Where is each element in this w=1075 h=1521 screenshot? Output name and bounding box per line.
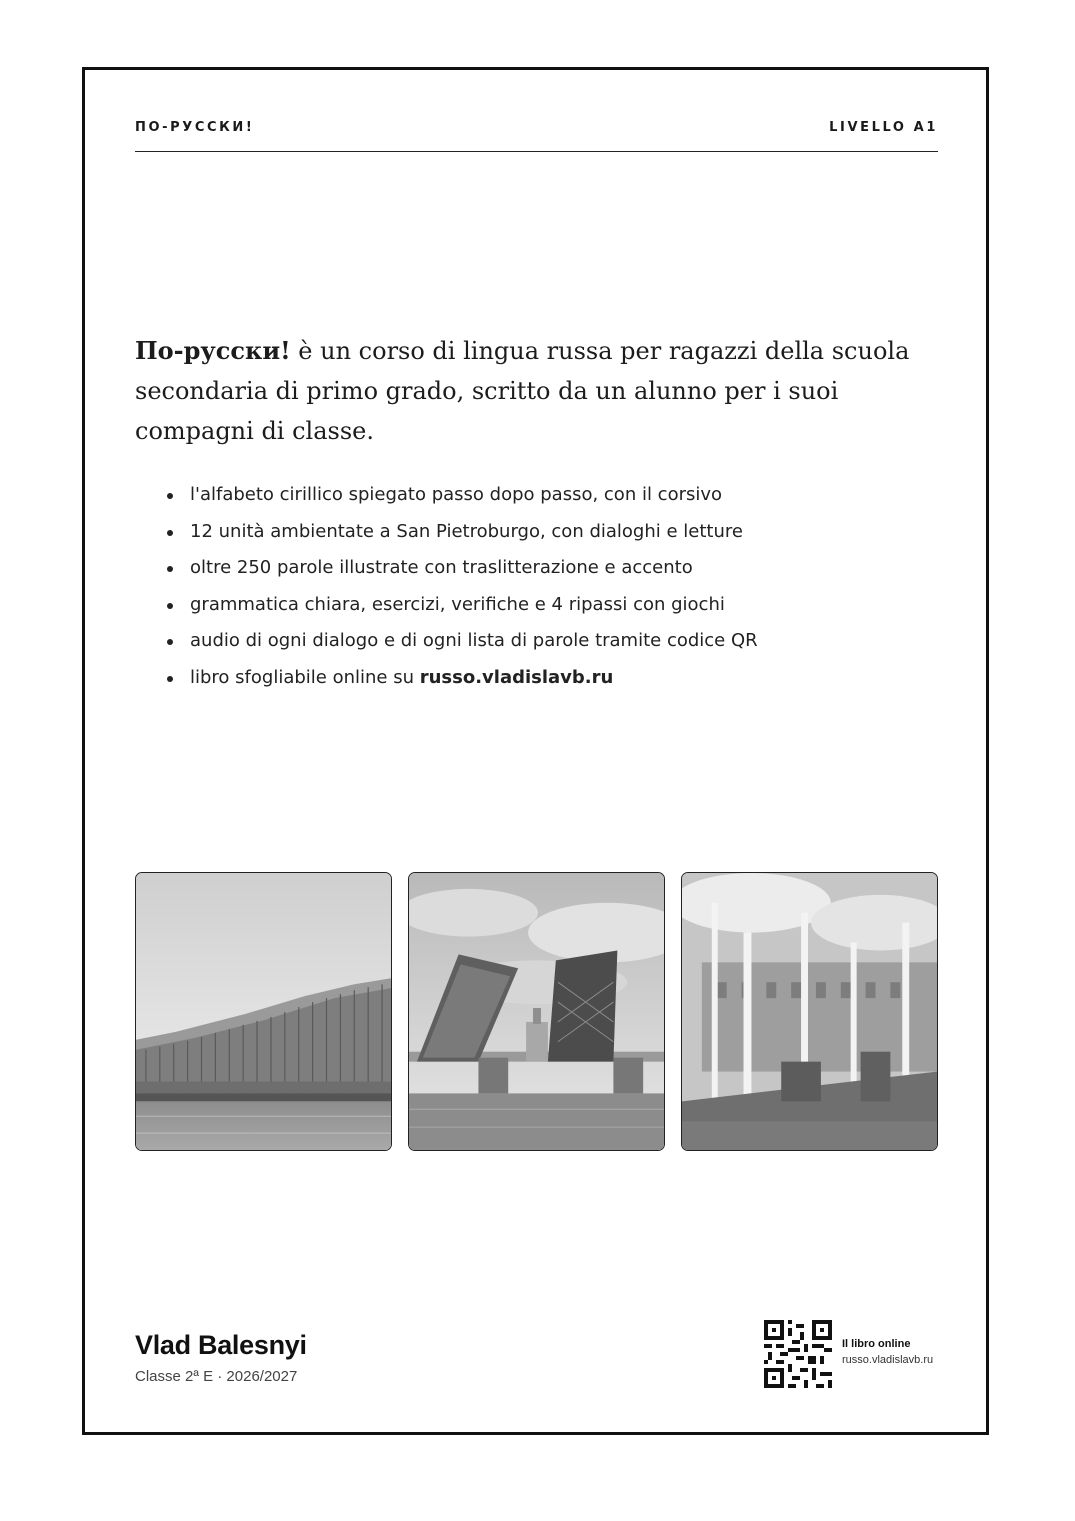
running-header [135, 118, 938, 152]
qr-caption-url: russo.vladislavb.ru [842, 1354, 934, 1366]
qr-code-icon[interactable] [764, 1320, 832, 1388]
feature-item-online [190, 660, 980, 697]
author-name: Vlad Balesnyi [135, 1330, 307, 1360]
winter-palace-image [136, 873, 391, 1150]
feature-online-text: libro sfogliabile online su [190, 666, 420, 688]
qr-caption-title: Il libro online [842, 1338, 911, 1350]
intro-title: По-русски! [135, 336, 291, 365]
photo-fountains [681, 872, 938, 1151]
photo-drawbridge [408, 872, 665, 1151]
page-frame [82, 67, 989, 1435]
class-info: Classe 2ª E · 2026/2027 [135, 1368, 298, 1385]
website-link[interactable]: russo.vladislavb.ru [419, 666, 614, 688]
photo-winter-palace [135, 872, 392, 1151]
header-title: ПО-РУССКИ! [135, 120, 255, 135]
fountains-image [682, 873, 937, 1150]
feature-item: l'alfabeto cirillico spiegato passo dopo passo, con il corsivo [190, 477, 980, 514]
feature-item: audio di ogni dialogo e di ogni lista di parole tramite codice QR [190, 623, 980, 660]
feature-list [135, 477, 980, 697]
intro-text: è un corso di lingua russa per ragazzi della scuola secondaria di primo grado, scritto da un alunno per i suoi compagni di classe. [135, 337, 910, 445]
intro-paragraph [135, 331, 925, 451]
feature-item: grammatica chiara, esercizi, verifiche e 4 ripassi con giochi [190, 587, 980, 624]
feature-item: 12 unità ambientate a San Pietroburgo, con dialoghi e letture [190, 514, 980, 551]
drawbridge-image [409, 873, 664, 1150]
feature-item: oltre 250 parole illustrate con traslitterazione e accento [190, 550, 980, 587]
header-level: LIVELLO A1 [829, 120, 938, 135]
